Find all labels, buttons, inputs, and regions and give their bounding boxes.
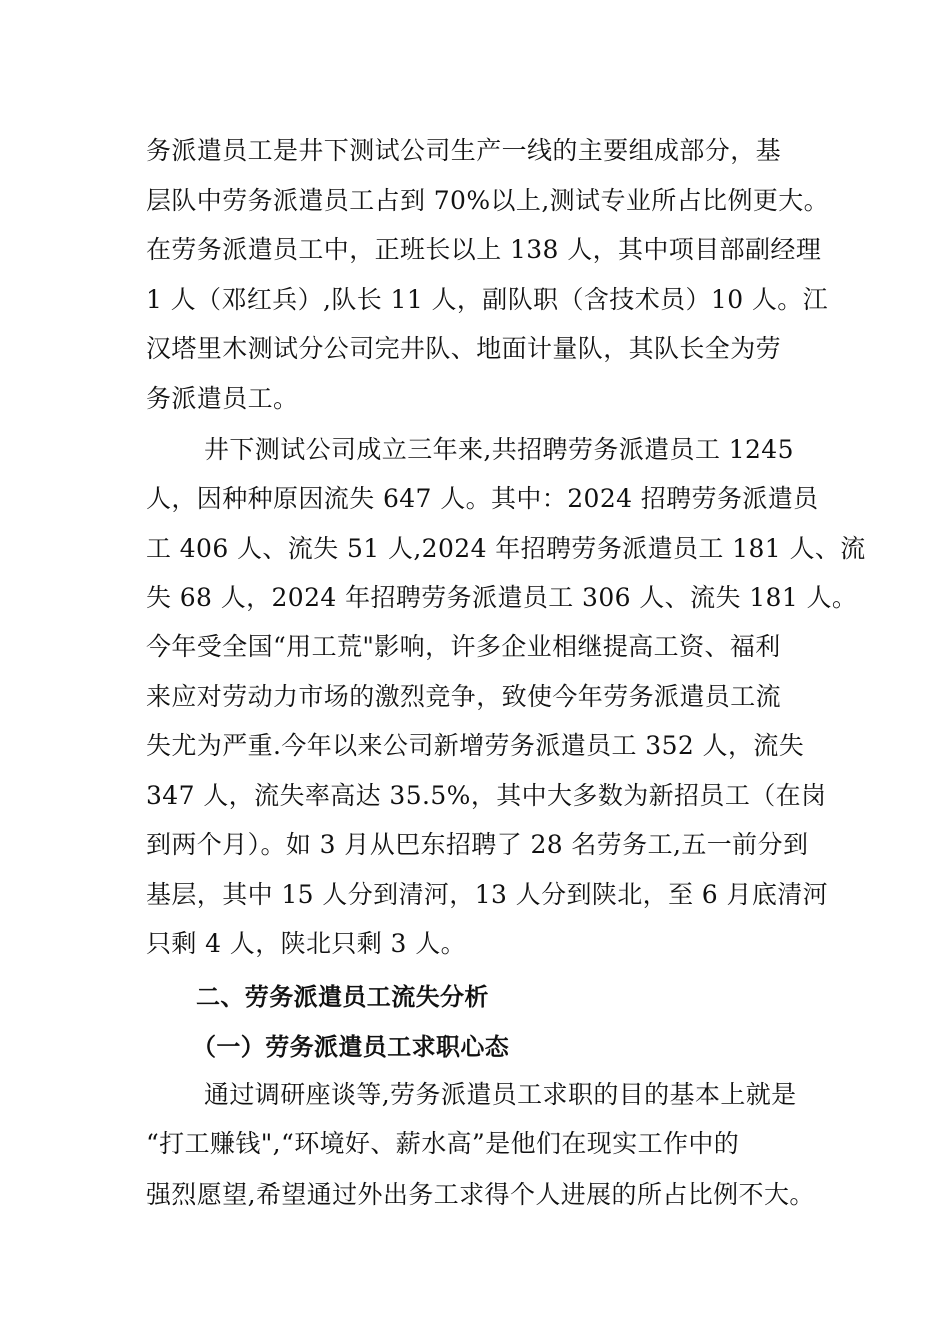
text-line: 只剩 4 人，陕北只剩 3 人。: [146, 929, 466, 958]
text-line: 层队中劳务派遣员工占到 70%以上,测试专业所占比例更大。: [146, 186, 830, 215]
text-line: 347 人，流失率高达 35.5%，其中大多数为新招员工（在岗: [146, 781, 827, 810]
text-line: 工 406 人、流失 51 人,2024 年招聘劳务派遣员工 181 人、流: [146, 534, 866, 563]
section-heading: 二、劳务派遣员工流失分析: [196, 983, 489, 1011]
text-line: 在劳务派遣员工中，正班长以上 138 人，其中项目部副经理: [146, 235, 822, 264]
text-line: 井下测试公司成立三年来,共招聘劳务派遣员工 1245: [204, 435, 794, 464]
text-line: 失尤为严重.今年以来公司新增劳务派遣员工 352 人，流失: [146, 731, 805, 760]
text-line: 强烈愿望,希望通过外出务工求得个人进展的所占比例不大。: [146, 1180, 815, 1209]
text-line: 通过调研座谈等,劳务派遣员工求职的目的基本上就是: [204, 1080, 797, 1109]
text-line: 汉塔里木测试分公司完井队、地面计量队，其队长全为劳: [146, 334, 782, 363]
text-line: “打工赚钱",“环境好、薪水高”是他们在现实工作中的: [146, 1129, 740, 1158]
text-line: 人，因种种原因流失 647 人。其中：2024 招聘劳务派遣员: [146, 484, 819, 513]
text-line: 来应对劳动力市场的激烈竞争，致使今年劳务派遣员工流: [146, 682, 782, 711]
text-line: 今年受全国“用工荒"影响，许多企业相继提高工资、福利: [146, 632, 781, 661]
text-line: 基层，其中 15 人分到清河，13 人分到陕北，至 6 月底清河: [146, 880, 829, 909]
text-line: 到两个月）。如 3 月从巴东招聘了 28 名劳务工,五一前分到: [146, 830, 809, 859]
subsection-heading: （一）劳务派遣员工求职心态: [192, 1033, 510, 1061]
text-line: 务派遣员工是井下测试公司生产一线的主要组成部分，基: [146, 136, 782, 165]
text-line: 失 68 人，2024 年招聘劳务派遣员工 306 人、流失 181 人。: [146, 583, 858, 612]
text-line: 务派遣员工。: [146, 384, 299, 413]
text-line: 1 人（邓红兵）,队长 11 人，副队职（含技术员）10 人。江: [146, 285, 829, 314]
